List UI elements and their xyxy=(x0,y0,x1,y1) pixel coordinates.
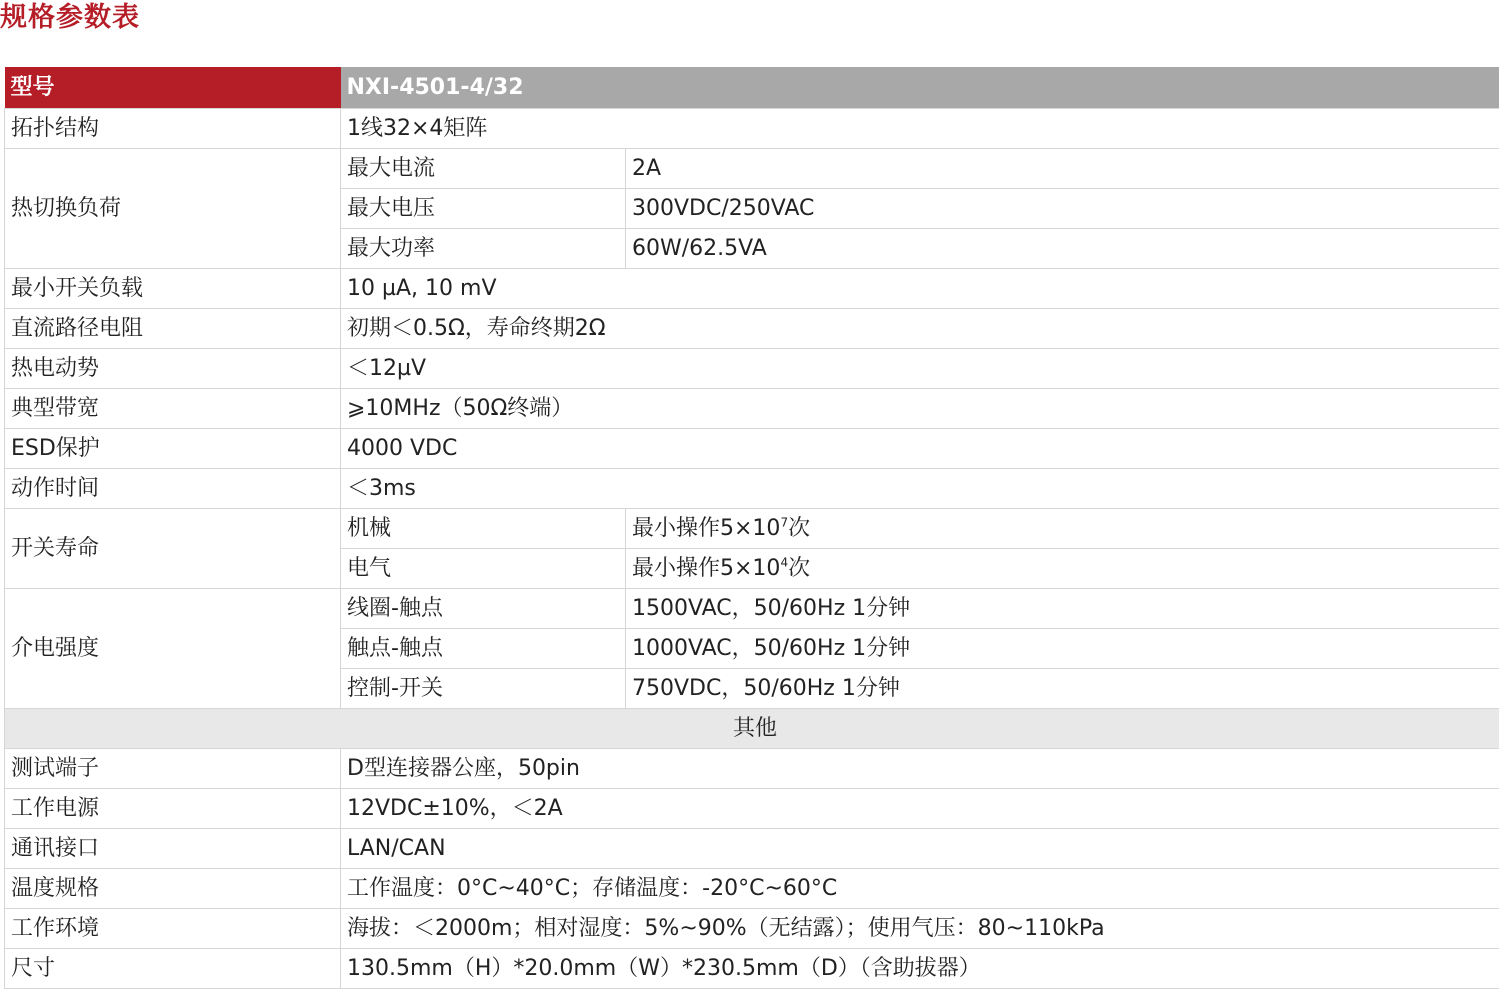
row-value: D型连接器公座，50pin xyxy=(341,749,1499,789)
row-value: LAN/CAN xyxy=(341,829,1499,869)
sub-value: 300VDC/250VAC xyxy=(626,189,1499,229)
row-value: ＜3ms xyxy=(341,469,1499,509)
sub-label: 最大电压 xyxy=(341,189,626,229)
value-text: 最小操作5×10 xyxy=(632,555,781,581)
sub-value xyxy=(626,549,1499,589)
sub-label: 电气 xyxy=(341,549,626,589)
row-label: 工作环境 xyxy=(5,909,341,949)
table-row-bandwidth xyxy=(5,389,1499,429)
exponent: 4 xyxy=(780,555,789,570)
sub-label: 线圈-触点 xyxy=(341,589,626,629)
spec-table xyxy=(4,67,1499,989)
sub-label: 最大电流 xyxy=(341,149,626,189)
row-value: 初期＜0.5Ω，寿命终期2Ω xyxy=(341,309,1499,349)
value-suffix: 次 xyxy=(788,515,811,541)
row-label: 温度规格 xyxy=(5,869,341,909)
sub-label: 机械 xyxy=(341,509,626,549)
row-label: 尺寸 xyxy=(5,949,341,989)
section-row-other xyxy=(5,709,1499,749)
row-label: 热切换负荷 xyxy=(5,149,341,269)
table-row-hot-switch xyxy=(5,149,1499,189)
exponent: 7 xyxy=(780,515,789,530)
row-label: 直流路径电阻 xyxy=(5,309,341,349)
row-label: 最小开关负载 xyxy=(5,269,341,309)
table-row-environment xyxy=(5,909,1499,949)
sub-label: 最大功率 xyxy=(341,229,626,269)
row-value: 海拔：＜2000m；相对湿度：5%~90%（无结露）；使用气压：80~110kPa xyxy=(341,909,1499,949)
row-label: ESD保护 xyxy=(5,429,341,469)
table-row-power xyxy=(5,789,1499,829)
model-value: NXI-4501-4/32 xyxy=(341,67,1499,109)
page-title: 规格参数表 xyxy=(0,2,140,33)
sub-value: 60W/62.5VA xyxy=(626,229,1499,269)
row-label: 测试端子 xyxy=(5,749,341,789)
table-header-row xyxy=(5,67,1499,109)
table-row-test-port xyxy=(5,749,1499,789)
model-label: 型号 xyxy=(5,67,341,109)
value-text: 最小操作5×10 xyxy=(632,515,781,541)
table-row-esd xyxy=(5,429,1499,469)
table-row-topology xyxy=(5,109,1499,149)
table-row-thermal-emf xyxy=(5,349,1499,389)
sub-value xyxy=(626,509,1499,549)
table-row-comm xyxy=(5,829,1499,869)
table-row-dielectric xyxy=(5,589,1499,629)
row-label: 介电强度 xyxy=(5,589,341,709)
row-value: ⩾10MHz（50Ω终端） xyxy=(341,389,1499,429)
sub-value: 1500VAC，50/60Hz 1分钟 xyxy=(626,589,1499,629)
table-row-switch-life xyxy=(5,509,1499,549)
row-value: 130.5mm（H）*20.0mm（W）*230.5mm（D）（含助拔器） xyxy=(341,949,1499,989)
row-value: 工作温度：0°C~40°C；存储温度：-20°C~60°C xyxy=(341,869,1499,909)
sub-value: 2A xyxy=(626,149,1499,189)
sub-label: 控制-开关 xyxy=(341,669,626,709)
row-label: 拓扑结构 xyxy=(5,109,341,149)
sub-label: 触点-触点 xyxy=(341,629,626,669)
row-value: 4000 VDC xyxy=(341,429,1499,469)
table-row-dimensions xyxy=(5,949,1499,989)
section-title: 其他 xyxy=(5,709,1499,749)
row-label: 动作时间 xyxy=(5,469,341,509)
row-label: 通讯接口 xyxy=(5,829,341,869)
value-suffix: 次 xyxy=(788,555,811,581)
table-row-action-time xyxy=(5,469,1499,509)
table-row-dc-resistance xyxy=(5,309,1499,349)
row-value: 10 µA, 10 mV xyxy=(341,269,1499,309)
row-label: 开关寿命 xyxy=(5,509,341,589)
row-value: 12VDC±10%，＜2A xyxy=(341,789,1499,829)
row-value: ＜12µV xyxy=(341,349,1499,389)
row-label: 典型带宽 xyxy=(5,389,341,429)
row-value: 1线32×4矩阵 xyxy=(341,109,1499,149)
row-label: 热电动势 xyxy=(5,349,341,389)
sub-value: 1000VAC，50/60Hz 1分钟 xyxy=(626,629,1499,669)
table-row-temperature xyxy=(5,869,1499,909)
sub-value: 750VDC，50/60Hz 1分钟 xyxy=(626,669,1499,709)
row-label: 工作电源 xyxy=(5,789,341,829)
table-row-min-load xyxy=(5,269,1499,309)
